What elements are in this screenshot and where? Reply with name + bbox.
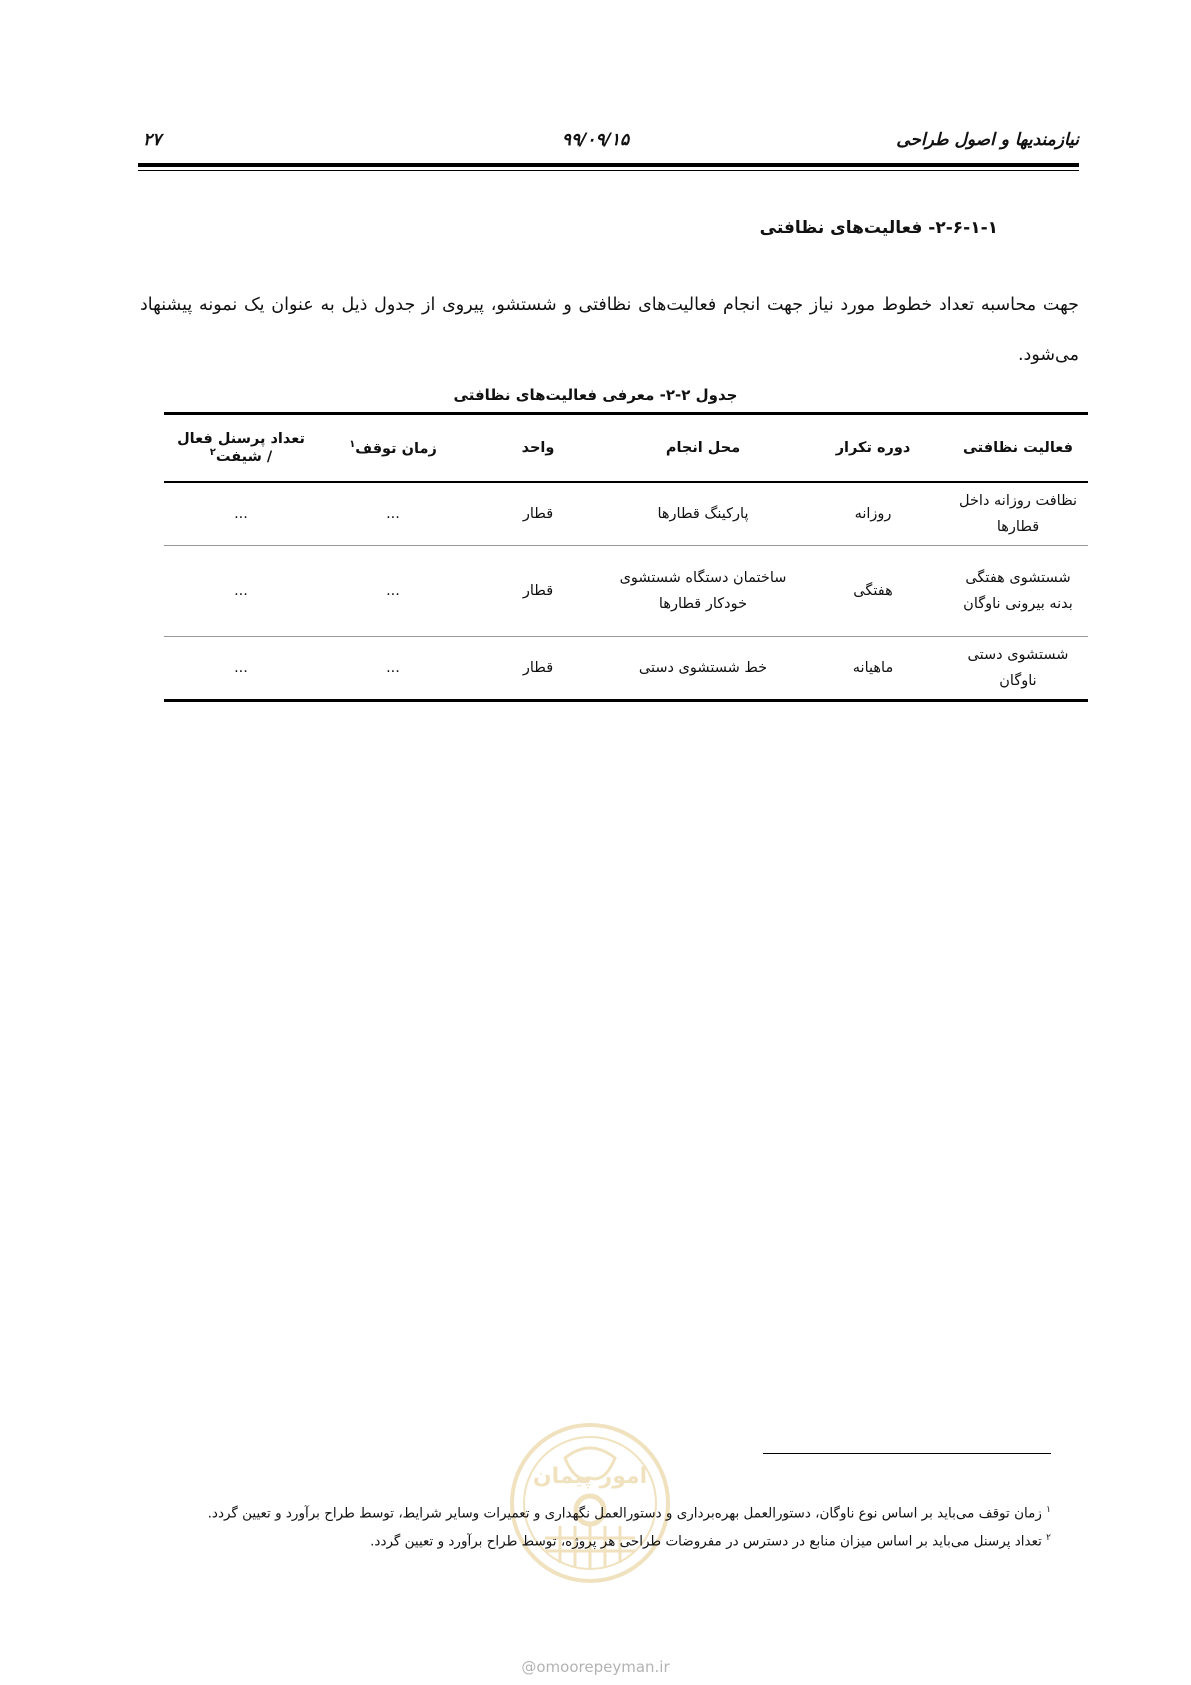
header-cell-activity: فعالیت نظافتی [963,440,1073,456]
header-cell-stop-time [318,414,468,483]
header-rule-thin [138,170,1079,171]
header-staff-label: تعداد پرسنل فعال / شیفت [177,431,305,465]
table-row [164,546,1088,637]
table-row [164,637,1088,701]
table-caption: جدول ۲-۲- معرفی فعالیت‌های نظافتی [453,386,738,404]
cell-unit: قطار [522,506,554,522]
footnote-text: تعداد پرسنل می‌باید بر اساس میزان منابع در دسترس در مفروضات طراحی هر پروژه، توسط طراح برآورد و تعیین گردد. [370,1533,1042,1550]
header-cell-unit: واحد [521,440,555,456]
cell-activity: شستشوی هفتگی بدنه بیرونی ناوگان [963,570,1073,612]
watermark-logo-icon [505,1418,675,1588]
footnote-text: زمان توقف می‌باید بر اساس نوع ناوگان، دستورالعمل بهره‌برداری و دستورالعمل نگهداری و تعمیرات وسایر شرایط، توسط طراح برآورد و تعیین گردد. [207,1505,1042,1522]
footnote-mark: ۲ [1046,1533,1051,1543]
footnote-2 [140,1533,1051,1550]
cell-frequency: هفتگی [853,583,893,599]
cell-location: پارکینگ قطارها [657,506,749,522]
cleaning-activities-table [164,412,1088,702]
section-heading: ۲-۶-۱-۱- فعالیت‌های نظافتی [759,218,998,238]
cell-staff: ... [234,583,248,599]
watermark-website: @omoorepeyman.ir [521,1658,670,1676]
cell-frequency: ماهیانه [852,660,894,676]
watermark-logo-text: امور پیمان [532,1464,648,1489]
footnote-ref-1: ۱ [349,439,356,451]
header-cell-location: محل انجام [665,440,741,456]
header-rule-thick [138,163,1079,167]
cell-staff: ... [234,660,248,676]
cell-stop-time: ... [386,506,400,522]
running-header-title: نیازمندیها و اصول طراحی [896,130,1079,150]
header-stop-time-label: زمان توقف [355,440,437,457]
cell-unit: قطار [522,583,554,599]
footnote-ref-2: ۲ [209,447,216,459]
cell-location: خط شستشوی دستی [638,660,768,676]
cell-activity: شستشوی دستی ناوگان [967,647,1069,689]
page-number: ۲۷ [143,130,162,150]
cell-unit: قطار [522,660,554,676]
footnote-1 [140,1505,1051,1522]
body-paragraph: جهت محاسبه تعداد خطوط مورد نیاز جهت انجام فعالیت‌های نظافتی و شستشو، پیروی از جدول ذیل به عنوان یک نمونه پیشنهاد می‌شود. [140,294,1079,365]
cell-frequency: روزانه [854,506,892,522]
header-cell-staff [164,414,318,483]
running-header-date: ۹۹/۰۹/۱۵ [561,130,630,150]
cell-activity: نظافت روزانه داخل قطارها [958,493,1077,535]
cell-stop-time: ... [386,660,400,676]
footnote-separator [763,1453,1051,1454]
cell-staff: ... [234,506,248,522]
cell-location: ساختمان دستگاه شستشوی خودکار قطارها [619,570,787,612]
cell-stop-time: ... [386,583,400,599]
header-cell-frequency: دوره تکرار [835,440,911,456]
table-row [164,482,1088,546]
table-header-row [164,414,1088,483]
footnote-mark: ۱ [1046,1505,1051,1515]
